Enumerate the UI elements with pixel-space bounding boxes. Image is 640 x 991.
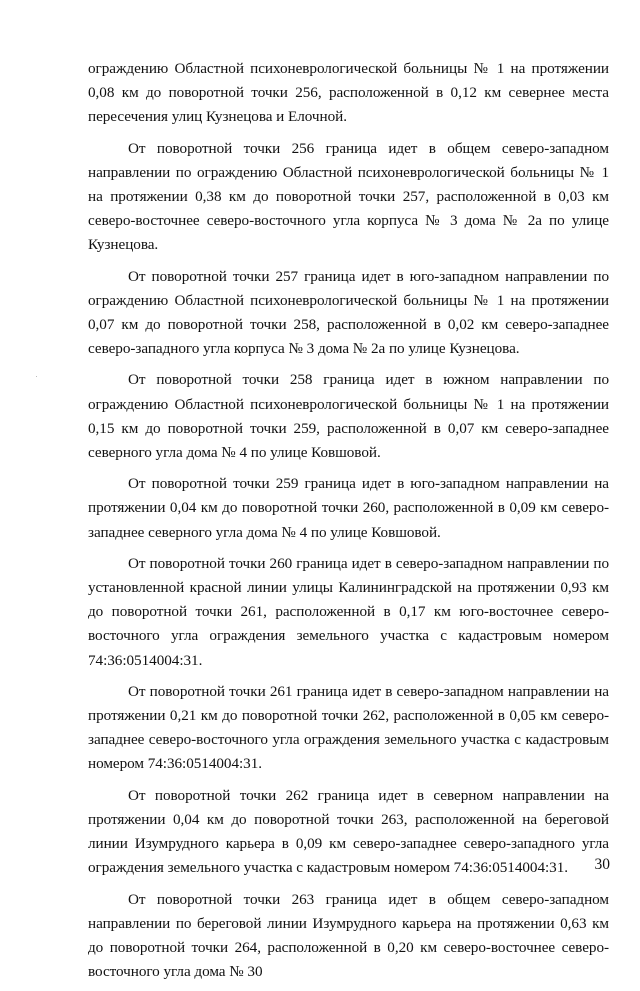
paragraph-4: От поворотной точки 258 граница идет в южном направлении по ограждению Областной психоневрологической больницы № 1 на протяжении 0,15 км до поворотной точки 259, расположенной в 0,07 км северо-западнее северного угла дома № 4 по улице Ковшовой. [88,371,609,462]
paragraph-5: От поворотной точки 259 граница идет в юго-западном направлении на протяжении 0,04 км до поворотной точки 260, расположенной в 0,09 км северо-западнее северного угла дома № 4 по улице Ковшовой. [88,475,609,541]
paragraph-9: От поворотной точки 263 граница идет в общем северо-западном направлении по береговой линии Изумрудного карьера на протяжении 0,63 км до поворотной точки 264, расположенной в 0,20 км северо-восточнее северо-восточного угла дома № 30 [88,890,609,981]
paragraph-8: От поворотной точки 262 граница идет в северном направлении на протяжении 0,04 км до поворотной точки 263, расположенной на береговой линии Изумрудного карьера в 0,09 км северо-западнее северо-западного угла ограждения земельного участка с кадастровым номером 74:36:0514004:31. [88,786,609,877]
paragraph-3: От поворотной точки 257 граница идет в юго-западном направлении по ограждению Областной психоневрологической больницы № 1 на протяжении 0,07 км до поворотной точки 258, расположенной в 0,02 км северо-западнее северо-западного угла корпуса № 3 дома № 2а по улице Кузнецова. [88,267,609,358]
paragraph-2: От поворотной точки 256 граница идет в общем северо-западном направлении по ограждению Областной психоневрологической больницы № 1 на протяжении 0,38 км до поворотной точки 257, расположенной в 0,03 км северо-восточнее северо-восточного угла корпуса № 3 дома № 2а по улице Кузнецова. [88,139,609,254]
paragraph-6: От поворотной точки 260 граница идет в северо-западном направлении по установленной красной линии улицы Калининградской на протяжении 0,93 км до поворотной точки 261, расположенной в 0,17 км юго-восточнее северо-восточного угла ограждения земельного участка с кадастровым номером 74:36:0514004:31. [88,554,609,669]
paragraph-1: ограждению Областной психоневрологической больницы № 1 на протяжении 0,08 км до поворотной точки 256, расположенной в 0,12 км севернее места пересечения улиц Кузнецова и Елочной. [88,60,609,126]
paragraph-7: От поворотной точки 261 граница идет в северо-западном направлении на протяжении 0,21 км до поворотной точки 262, расположенной в 0,05 км северо-западнее северо-восточного угла ограждения земельного участка с кадастровым номером 74:36:0514004:31. [88,682,609,773]
document-body [88,57,609,991]
page-number: 30 [594,856,610,873]
scan-speck [36,376,37,377]
